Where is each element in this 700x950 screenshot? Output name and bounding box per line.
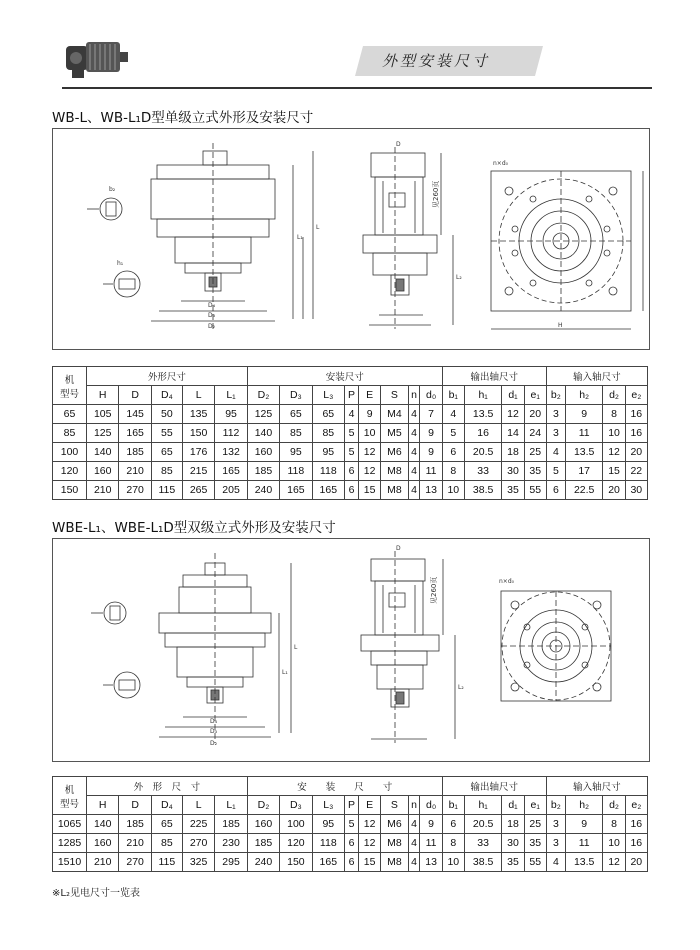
- table-cell: 10: [359, 424, 381, 443]
- table-cell: 240: [247, 481, 279, 500]
- table-cell: 20.5: [464, 815, 502, 834]
- table-cell: 16: [625, 834, 647, 853]
- header-divider: [62, 87, 652, 89]
- svg-text:L: L: [316, 224, 320, 231]
- table-cell: 13: [420, 481, 442, 500]
- section1-drawing-svg: [53, 129, 649, 349]
- table-cell: 140: [247, 424, 279, 443]
- table-cell: 4: [408, 424, 420, 443]
- table-cell: 4: [408, 834, 420, 853]
- table-cell: 125: [247, 405, 279, 424]
- column-header: L₁: [215, 386, 247, 405]
- table-cell: 4: [345, 405, 359, 424]
- column-header: E: [359, 796, 381, 815]
- column-header: b₁: [442, 386, 464, 405]
- table-cell: 165: [312, 853, 344, 872]
- table-row: [53, 481, 648, 500]
- table-cell: 4: [408, 853, 420, 872]
- table-cell: 35: [502, 853, 524, 872]
- table-cell: 295: [215, 853, 247, 872]
- table-cell: 38.5: [464, 853, 502, 872]
- column-header: D₄: [151, 386, 182, 405]
- table-cell: 35: [524, 834, 546, 853]
- column-header: b₂: [546, 796, 565, 815]
- table-cell: 6: [442, 443, 464, 462]
- table-cell: 210: [119, 834, 151, 853]
- table-cell: 165: [312, 481, 344, 500]
- table-cell: 12: [502, 405, 524, 424]
- column-header: d₁: [502, 796, 524, 815]
- svg-text:L₁: L₁: [282, 669, 288, 676]
- table-row: [53, 815, 648, 834]
- table-cell: 22.5: [565, 481, 603, 500]
- table-cell: 230: [215, 834, 247, 853]
- table-cell: 120: [280, 834, 312, 853]
- column-header: n: [408, 796, 420, 815]
- column-header: D₃: [280, 796, 312, 815]
- table-cell: 55: [524, 481, 546, 500]
- footnote: ※L₂见电尺寸一览表: [52, 888, 140, 899]
- table-cell: 10: [442, 481, 464, 500]
- table-cell: 16: [464, 424, 502, 443]
- table-cell: 118: [312, 834, 344, 853]
- table-cell: 105: [87, 405, 119, 424]
- input-shaft-key-detail: [87, 186, 140, 297]
- column-header: e₂: [625, 386, 647, 405]
- table-cell: 118: [312, 462, 344, 481]
- column-header: D₂: [247, 386, 279, 405]
- model-cell: 100: [53, 443, 87, 462]
- table-cell: 150: [280, 853, 312, 872]
- table-cell: 22: [625, 462, 647, 481]
- table-cell: 85: [151, 462, 182, 481]
- table-cell: 20.5: [464, 443, 502, 462]
- column-header: e₁: [524, 796, 546, 815]
- table-cell: 8: [442, 462, 464, 481]
- table-cell: 4: [408, 815, 420, 834]
- column-header: L₁: [215, 796, 247, 815]
- section2-title: WBE-L₁、WBE-L₁D型双级立式外形及安装尺寸: [52, 520, 336, 536]
- table-cell: 135: [182, 405, 214, 424]
- column-header: S: [381, 386, 408, 405]
- table-cell: 210: [87, 481, 119, 500]
- table-cell: 115: [151, 481, 182, 500]
- column-header: d₀: [420, 796, 442, 815]
- table-cell: 4: [408, 443, 420, 462]
- table-cell: 24: [524, 424, 546, 443]
- table-cell: 4: [408, 462, 420, 481]
- model-cell: 1510: [53, 853, 87, 872]
- table-cell: 205: [215, 481, 247, 500]
- table-cell: 15: [359, 481, 381, 500]
- table-cell: 3: [546, 405, 565, 424]
- column-header: L₃: [312, 796, 344, 815]
- table-cell: 6: [345, 853, 359, 872]
- table-cell: 8: [603, 405, 625, 424]
- table-cell: 6: [345, 462, 359, 481]
- page-title: 外型安装尺寸: [382, 52, 491, 70]
- section2-table-body: [53, 815, 648, 872]
- table-cell: 215: [182, 462, 214, 481]
- side-view-motor-2: [361, 545, 464, 743]
- table-cell: 12: [603, 443, 625, 462]
- table-cell: 3: [546, 424, 565, 443]
- table-cell: 225: [182, 815, 214, 834]
- table-cell: 185: [215, 815, 247, 834]
- column-header: L: [182, 796, 214, 815]
- svg-text:n×d₀: n×d₀: [499, 578, 515, 585]
- table-cell: 10: [603, 424, 625, 443]
- table-cell: M8: [381, 462, 408, 481]
- table-cell: 25: [524, 443, 546, 462]
- table-cell: 160: [247, 815, 279, 834]
- table-cell: 17: [565, 462, 603, 481]
- table-cell: 85: [280, 424, 312, 443]
- table-row: [53, 462, 648, 481]
- table-row: [53, 834, 648, 853]
- table-cell: 85: [312, 424, 344, 443]
- svg-text:见260页: 见260页: [430, 576, 438, 604]
- column-header-row: [53, 796, 648, 815]
- svg-text:b₂: b₂: [109, 186, 116, 193]
- model-cell: 65: [53, 405, 87, 424]
- column-header: D₃: [280, 386, 312, 405]
- output-shaft-header: 输出轴尺寸: [442, 367, 546, 386]
- table-cell: 125: [87, 424, 119, 443]
- column-header: n: [408, 386, 420, 405]
- model-cell: 150: [53, 481, 87, 500]
- table-cell: 165: [280, 481, 312, 500]
- table-cell: M8: [381, 834, 408, 853]
- table-cell: 13.5: [565, 853, 603, 872]
- table-cell: 6: [345, 481, 359, 500]
- table-row: [53, 405, 648, 424]
- table-cell: 12: [359, 834, 381, 853]
- table-cell: 33: [464, 462, 502, 481]
- table-cell: 5: [442, 424, 464, 443]
- table-cell: 4: [408, 405, 420, 424]
- table-cell: 16: [625, 815, 647, 834]
- table-cell: 65: [151, 815, 182, 834]
- column-header: L: [182, 386, 214, 405]
- table-cell: M6: [381, 815, 408, 834]
- column-header: L₃: [312, 386, 344, 405]
- table-cell: 100: [280, 815, 312, 834]
- table-cell: 13.5: [464, 405, 502, 424]
- column-header: H: [87, 796, 119, 815]
- table-cell: 4: [546, 443, 565, 462]
- table-cell: 25: [524, 815, 546, 834]
- table-cell: 65: [151, 443, 182, 462]
- table-cell: 5: [345, 443, 359, 462]
- table-cell: 10: [603, 834, 625, 853]
- svg-text:D₄: D₄: [208, 302, 216, 309]
- table-cell: 325: [182, 853, 214, 872]
- table-cell: 95: [312, 443, 344, 462]
- table-cell: 95: [312, 815, 344, 834]
- table-cell: 16: [625, 424, 647, 443]
- table-cell: 16: [625, 405, 647, 424]
- model-header: 机 型号: [53, 777, 87, 815]
- flange-plan-view: [491, 160, 643, 329]
- column-header: D: [119, 796, 151, 815]
- table-cell: 5: [345, 424, 359, 443]
- table-cell: 3: [546, 834, 565, 853]
- table-cell: 265: [182, 481, 214, 500]
- table-cell: 160: [247, 443, 279, 462]
- model-cell: 1065: [53, 815, 87, 834]
- table-cell: 20: [603, 481, 625, 500]
- table-cell: 5: [345, 815, 359, 834]
- table-cell: 33: [464, 834, 502, 853]
- table-cell: 140: [87, 815, 119, 834]
- table-cell: 9: [359, 405, 381, 424]
- table-cell: 13.5: [565, 443, 603, 462]
- table-cell: 18: [502, 443, 524, 462]
- input-shaft-key-detail-2: [91, 602, 140, 698]
- column-header: P: [345, 796, 359, 815]
- column-header: h₁: [464, 796, 502, 815]
- table-cell: M6: [381, 443, 408, 462]
- section2-drawing-svg: [53, 539, 649, 761]
- table-cell: 160: [87, 462, 119, 481]
- table-row: [53, 443, 648, 462]
- table-cell: 4: [408, 481, 420, 500]
- svg-text:h₁: h₁: [117, 260, 124, 267]
- svg-text:D₃: D₃: [210, 728, 218, 735]
- section2-drawing: [52, 538, 650, 762]
- front-view-2: [159, 553, 298, 747]
- table-cell: 13: [420, 853, 442, 872]
- table-cell: 150: [182, 424, 214, 443]
- table-cell: 9: [565, 405, 603, 424]
- table-cell: 6: [546, 481, 565, 500]
- svg-text:D: D: [396, 545, 401, 552]
- table-cell: 185: [119, 443, 151, 462]
- column-header: h₂: [565, 386, 603, 405]
- table-cell: 165: [119, 424, 151, 443]
- input-shaft-header: 输入轴尺寸: [546, 777, 647, 796]
- column-header: d₁: [502, 386, 524, 405]
- table-cell: 9: [420, 443, 442, 462]
- table-cell: 35: [502, 481, 524, 500]
- outline-header: 外形尺寸: [87, 367, 248, 386]
- column-header: D₂: [247, 796, 279, 815]
- table-cell: 20: [625, 853, 647, 872]
- install-header: 安 装 尺 寸: [247, 777, 442, 796]
- table-cell: 112: [215, 424, 247, 443]
- column-header: h₁: [464, 386, 502, 405]
- table-cell: 30: [502, 834, 524, 853]
- table-cell: 30: [625, 481, 647, 500]
- input-shaft-header: 输入轴尺寸: [546, 367, 647, 386]
- table-row: [53, 424, 648, 443]
- column-header: P: [345, 386, 359, 405]
- svg-text:见260页: 见260页: [432, 180, 440, 208]
- table-cell: 118: [280, 462, 312, 481]
- table-cell: 55: [524, 853, 546, 872]
- table-cell: 15: [603, 462, 625, 481]
- side-view-motor: [363, 141, 462, 329]
- model-header: 机 型号: [53, 367, 87, 405]
- table-cell: M4: [381, 405, 408, 424]
- table-cell: 30: [502, 462, 524, 481]
- svg-text:n×d₀: n×d₀: [493, 160, 509, 167]
- table-cell: 270: [182, 834, 214, 853]
- table-cell: 85: [151, 834, 182, 853]
- column-header: e₁: [524, 386, 546, 405]
- table-cell: 3: [546, 815, 565, 834]
- table-cell: 9: [420, 815, 442, 834]
- svg-text:D: D: [396, 141, 401, 148]
- table-cell: 7: [420, 405, 442, 424]
- column-header: D₄: [151, 796, 182, 815]
- table-cell: 140: [87, 443, 119, 462]
- svg-text:H: H: [558, 322, 563, 329]
- table-cell: 210: [87, 853, 119, 872]
- table-cell: 65: [312, 405, 344, 424]
- section1-spec-table: [52, 366, 648, 500]
- table-cell: 185: [247, 834, 279, 853]
- column-header: h₂: [565, 796, 603, 815]
- table-cell: 55: [151, 424, 182, 443]
- column-header: e₂: [625, 796, 647, 815]
- table-cell: 145: [119, 405, 151, 424]
- table-cell: 4: [442, 405, 464, 424]
- flange-plan-view-2: [499, 578, 611, 701]
- column-header: D: [119, 386, 151, 405]
- table-cell: 115: [151, 853, 182, 872]
- column-header-row: [53, 386, 648, 405]
- table-cell: 270: [119, 481, 151, 500]
- table-cell: 18: [502, 815, 524, 834]
- table-cell: 8: [603, 815, 625, 834]
- section1-drawing: [52, 128, 650, 350]
- table-cell: 8: [442, 834, 464, 853]
- svg-text:L₂: L₂: [458, 684, 464, 691]
- table-cell: 38.5: [464, 481, 502, 500]
- table-cell: 10: [442, 853, 464, 872]
- table-cell: 210: [119, 462, 151, 481]
- table-cell: 160: [87, 834, 119, 853]
- table-cell: 11: [420, 462, 442, 481]
- table-cell: M5: [381, 424, 408, 443]
- column-header: b₁: [442, 796, 464, 815]
- table-cell: M8: [381, 481, 408, 500]
- svg-text:L₁: L₁: [297, 234, 303, 241]
- table-cell: 6: [345, 834, 359, 853]
- front-view: [151, 143, 320, 330]
- table-cell: 35: [524, 462, 546, 481]
- table-cell: 9: [565, 815, 603, 834]
- svg-text:D₄: D₄: [210, 718, 218, 725]
- table-cell: 165: [215, 462, 247, 481]
- table-cell: 20: [524, 405, 546, 424]
- table-cell: 4: [546, 853, 565, 872]
- column-header: d₂: [603, 796, 625, 815]
- table-cell: 12: [603, 853, 625, 872]
- column-header: d₂: [603, 386, 625, 405]
- table-cell: 11: [565, 424, 603, 443]
- table-cell: 12: [359, 462, 381, 481]
- svg-text:L: L: [294, 644, 298, 651]
- column-header: E: [359, 386, 381, 405]
- table-cell: 5: [546, 462, 565, 481]
- table-cell: 14: [502, 424, 524, 443]
- svg-text:D₃: D₃: [208, 312, 216, 319]
- table-cell: 95: [215, 405, 247, 424]
- table-cell: 176: [182, 443, 214, 462]
- motor-logo-icon: [62, 36, 132, 84]
- svg-text:L₂: L₂: [456, 274, 462, 281]
- column-header: d₀: [420, 386, 442, 405]
- table-row: [53, 853, 648, 872]
- section2-spec-table: [52, 776, 648, 872]
- table-cell: 185: [119, 815, 151, 834]
- table-cell: 12: [359, 443, 381, 462]
- install-header: 安装尺寸: [247, 367, 442, 386]
- table-cell: 6: [442, 815, 464, 834]
- column-header: b₂: [546, 386, 565, 405]
- table-cell: 185: [247, 462, 279, 481]
- table-cell: 65: [280, 405, 312, 424]
- table-cell: 132: [215, 443, 247, 462]
- table-cell: 11: [565, 834, 603, 853]
- column-header: S: [381, 796, 408, 815]
- column-header: H: [87, 386, 119, 405]
- output-shaft-header: 输出轴尺寸: [442, 777, 546, 796]
- svg-text:D₂: D₂: [208, 323, 216, 330]
- table-cell: 15: [359, 853, 381, 872]
- model-cell: 120: [53, 462, 87, 481]
- section1-title: WB-L、WB-L₁D型单级立式外形及安装尺寸: [52, 110, 314, 126]
- table-cell: 240: [247, 853, 279, 872]
- model-cell: 1285: [53, 834, 87, 853]
- table-cell: 270: [119, 853, 151, 872]
- table-cell: M8: [381, 853, 408, 872]
- table-cell: 95: [280, 443, 312, 462]
- table-cell: 11: [420, 834, 442, 853]
- table-cell: 20: [625, 443, 647, 462]
- svg-text:D₂: D₂: [210, 740, 218, 747]
- section1-table-body: [53, 405, 648, 500]
- table-cell: 50: [151, 405, 182, 424]
- table-cell: 12: [359, 815, 381, 834]
- outline-header: 外 形 尺 寸: [87, 777, 248, 796]
- model-cell: 85: [53, 424, 87, 443]
- table-cell: 9: [420, 424, 442, 443]
